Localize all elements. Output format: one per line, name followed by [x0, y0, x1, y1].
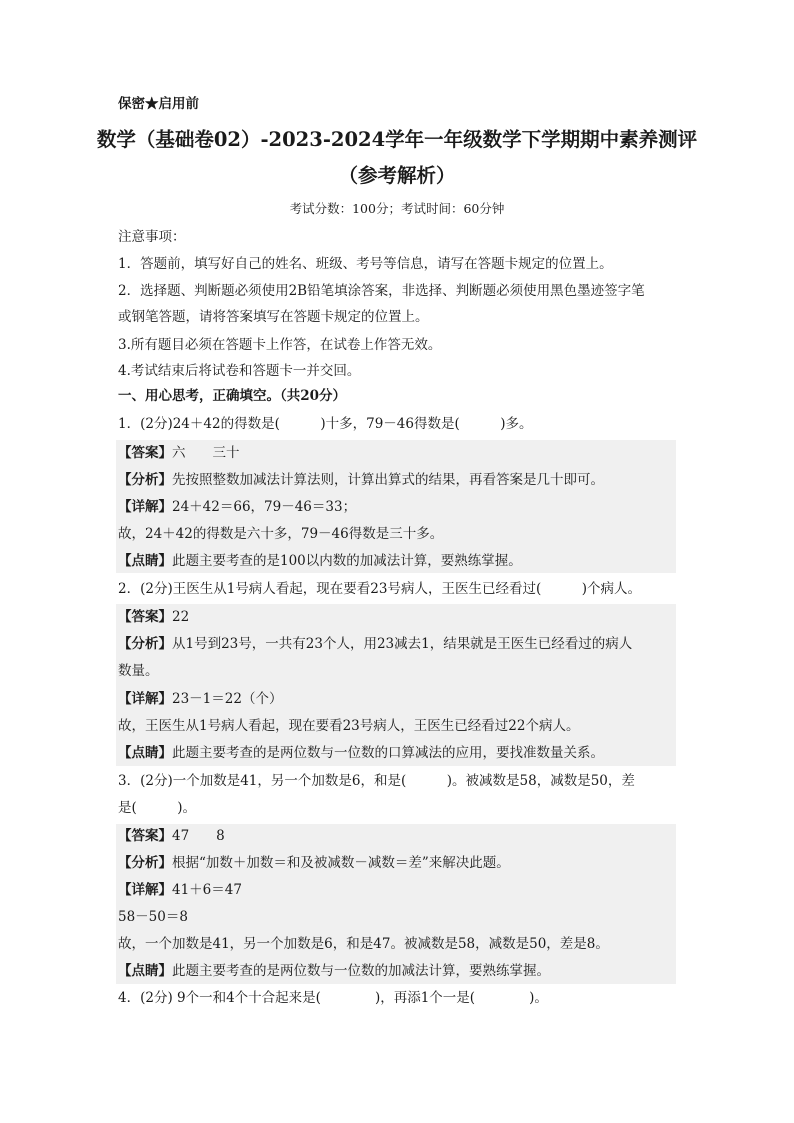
analysis-label: 【分析】: [118, 472, 172, 488]
q3-detail-2: 58－50＝8: [118, 909, 188, 925]
section-heading: 一、用心思考，正确填空。（共20分）: [118, 388, 347, 404]
answer-label: 【答案】: [118, 828, 172, 844]
notice-heading: 注意事项：: [118, 229, 186, 245]
q3-analysis: [118, 853, 510, 873]
exam-info: 考试分数：100分；考试时间：60分钟: [289, 201, 505, 216]
answer-label: 【答案】: [118, 445, 172, 461]
answer-text: 22: [172, 609, 190, 625]
question-3-cont: 是( )。: [118, 800, 197, 816]
q2-conclusion: 故，王医生从1号病人看起，现在要看23号病人，王医生已经看过22个病人。: [118, 718, 580, 734]
answer-text: 六 三十: [172, 445, 240, 461]
notice-item: 1．答题前，填写好自己的姓名、班级、考号等信息，请写在答题卡规定的位置上。: [118, 256, 613, 272]
q1-tip: [118, 551, 522, 571]
detail-label: 【详解】: [118, 499, 172, 515]
confidential-mark: 保密★启用前: [118, 96, 199, 112]
answer-text: 47 8: [172, 828, 225, 844]
notice-item: 或钢笔答题，请将答案填写在答题卡规定的位置上。: [118, 309, 429, 325]
question-4: 4．(2分) 9个一和4个十合起来是( )，再添1个一是( )。: [118, 990, 548, 1006]
q3-answer-block: [116, 824, 676, 984]
analysis-label: 【分析】: [118, 636, 172, 652]
detail-text: 24＋42＝66，79－46＝33；: [172, 499, 357, 515]
q3-detail: [118, 880, 242, 900]
notice-item: 4.考试结束后将试卷和答题卡一并交回。: [118, 363, 361, 379]
tip-text: 此题主要考查的是两位数与一位数的加减法计算，要熟练掌握。: [172, 963, 550, 979]
detail-text: 41＋6＝47: [172, 882, 242, 898]
detail-label: 【详解】: [118, 882, 172, 898]
detail-text: 23－1＝22（个）: [172, 691, 283, 707]
analysis-text: 先按照整数加减法计算法则，计算出算式的结果，再看答案是几十即可。: [172, 472, 604, 488]
tip-text: 此题主要考查的是100以内数的加减法计算，要熟练掌握。: [172, 553, 522, 569]
q1-conclusion: 故，24＋42的得数是六十多，79－46得数是三十多。: [118, 526, 444, 542]
q1-analysis: [118, 470, 604, 490]
analysis-label: 【分析】: [118, 855, 172, 871]
question-3: 3．(2分)一个加数是41，另一个加数是6，和是( )。被减数是58，减数是50，差: [118, 773, 635, 789]
page-subtitle: （参考解析）: [338, 164, 456, 187]
q2-detail: [118, 689, 282, 709]
tip-label: 【点睛】: [118, 963, 172, 979]
q2-analysis: [118, 634, 632, 654]
q1-answer: [118, 443, 240, 463]
q3-conclusion: 故，一个加数是41，另一个加数是6，和是47。被减数是58，减数是50，差是8。: [118, 936, 609, 952]
answer-label: 【答案】: [118, 609, 172, 625]
page-title: 数学（基础卷02）-2023-2024学年一年级数学下学期期中素养测评: [96, 128, 698, 151]
tip-text: 此题主要考查的是两位数与一位数的口算减法的应用，要找准数量关系。: [172, 745, 604, 761]
q2-answer: [118, 607, 189, 627]
q3-tip: [118, 961, 550, 981]
question-1: 1．(2分)24＋42的得数是( )十多，79－46得数是( )多。: [118, 416, 533, 432]
q2-tip: [118, 743, 604, 763]
q2-analysis-cont: 数量。: [118, 663, 159, 679]
notice-item: 2．选择题、判断题必须使用2B铅笔填涂答案，非选择、判断题必须使用黑色墨迹签字笔: [118, 283, 645, 299]
detail-label: 【详解】: [118, 691, 172, 707]
tip-label: 【点睛】: [118, 553, 172, 569]
tip-label: 【点睛】: [118, 745, 172, 761]
q3-answer: [118, 826, 225, 846]
analysis-text: 从1号到23号，一共有23个人，用23减去1，结果就是王医生已经看过的病人: [172, 636, 633, 652]
notice-item: 3.所有题目必须在答题卡上作答，在试卷上作答无效。: [118, 337, 442, 353]
q1-detail: [118, 497, 356, 517]
q2-answer-block: [116, 604, 676, 766]
analysis-text: 根据“加数＋加数＝和及被减数－减数＝差”来解决此题。: [172, 855, 510, 871]
question-2: 2．(2分)王医生从1号病人看起，现在要看23号病人，王医生已经看过( )个病人。: [118, 581, 642, 597]
